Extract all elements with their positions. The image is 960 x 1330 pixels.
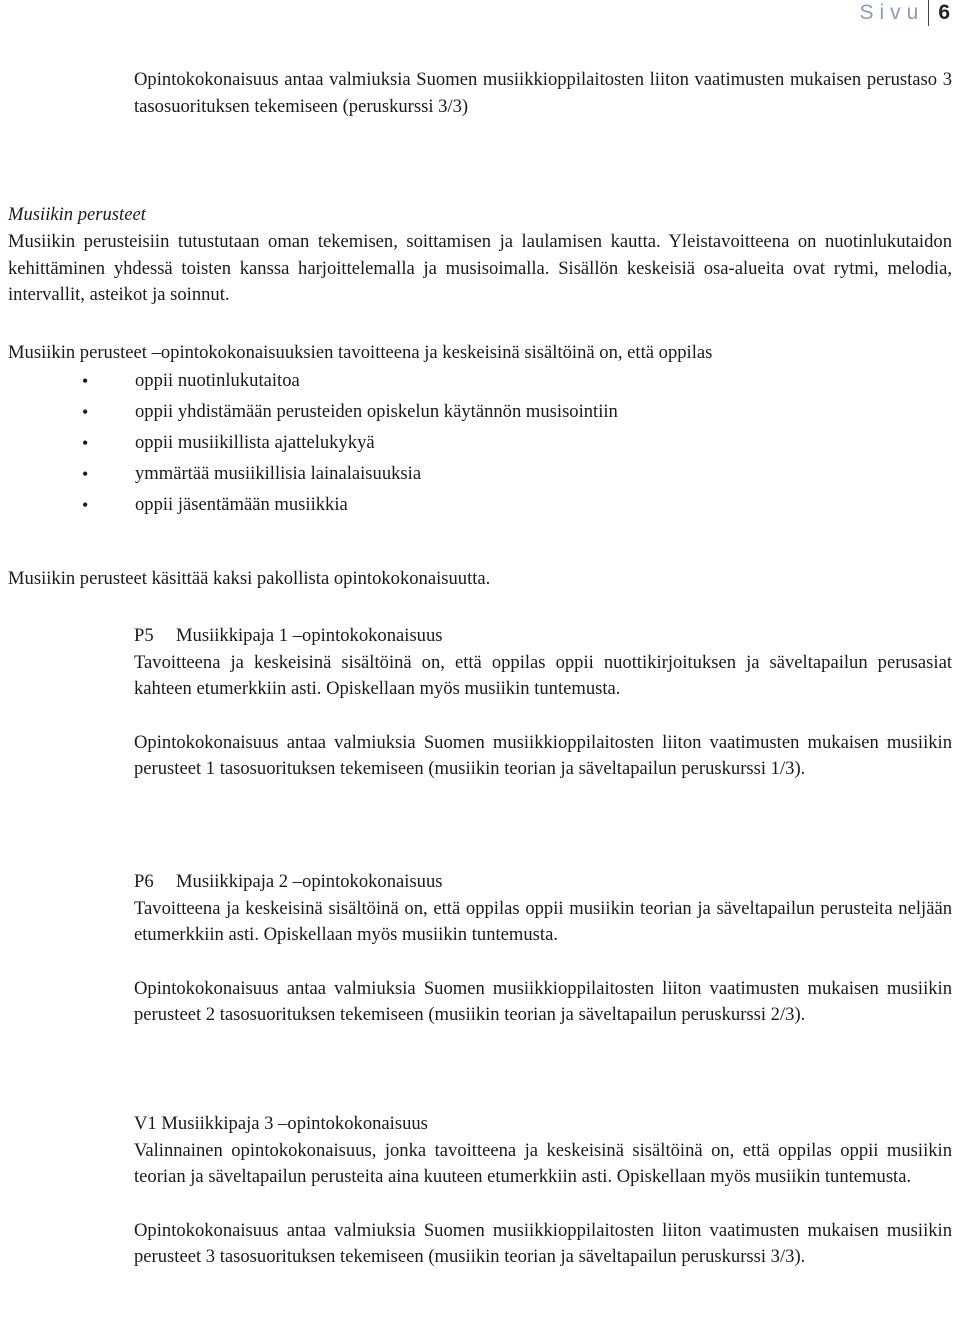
- course-name: Musiikkipaja 1 –opintokokonaisuus: [176, 625, 443, 646]
- page-number: 6: [938, 0, 950, 24]
- course-name: Musiikkipaja 2 –opintokokonaisuus: [176, 871, 443, 892]
- goals-intro: Musiikin perusteet –opintokokonaisuuksien tavoitteena ja keskeisinä sisältöinä on, että oppilas: [8, 342, 713, 363]
- course-title: [134, 1111, 952, 1138]
- course-description: Valinnainen opintokokonaisuus, jonka tavoitteena ja keskeisinä sisältöinä on, että oppilas oppii musiikin teorian ja säveltapailun perusteita aina kuuteen etumerkkiin asti. Opiskellaan myös musiikin tuntemusta.: [134, 1139, 952, 1187]
- goals-list: [82, 368, 618, 523]
- page-label: Sivu: [859, 0, 925, 24]
- course-description: Tavoitteena ja keskeisinä sisältöinä on, että oppilas oppii musiikin teorian ja säveltapailun perusteita neljään etumerkkiin asti. Opiskellaan myös musiikin tuntemusta.: [134, 897, 952, 945]
- list-item: • oppii jäsentämään musiikkia: [82, 492, 618, 523]
- course-readiness: Opintokokonaisuus antaa valmiuksia Suomen musiikkioppilaitosten liiton vaatimusten mukaisen musiikin perusteet 1 tasosuorituksen tekemiseen (musiikin teorian ja säveltapailun peruskurssi 1/3).: [134, 731, 952, 779]
- list-item: • oppii musiikillista ajattelukykyä: [82, 430, 618, 461]
- course-v1: [134, 1111, 952, 1271]
- section-body: Musiikin perusteisiin tutustutaan oman tekemisen, soittamisen ja laulamisen kautta. Yleistavoitteena on nuotinlukutaidon kehittäminen yhdessä toisten kanssa harjoittelemalla ja musisoimalla. Sisällön keskeisiä osa-alueita ovat rytmi, melodia, intervallit, asteikot ja soinnut.: [8, 231, 952, 305]
- section-heading: Musiikin perusteet: [8, 204, 146, 225]
- course-readiness: Opintokokonaisuus antaa valmiuksia Suomen musiikkioppilaitosten liiton vaatimusten mukaisen musiikin perusteet 2 tasosuorituksen tekemiseen (musiikin teorian ja säveltapailun peruskurssi 2/3).: [134, 977, 952, 1025]
- course-title: [134, 623, 952, 650]
- list-item: • ymmärtää musiikillisia lainalaisuuksia: [82, 461, 618, 492]
- course-readiness: Opintokokonaisuus antaa valmiuksia Suomen musiikkioppilaitosten liiton vaatimusten mukaisen musiikin perusteet 3 tasosuorituksen tekemiseen (musiikin teorian ja säveltapailun peruskurssi 3/3).: [134, 1219, 952, 1267]
- course-p5: [134, 623, 952, 783]
- header-divider: [928, 0, 929, 26]
- course-code: V1: [134, 1113, 157, 1134]
- course-name: Musiikkipaja 3 –opintokokonaisuus: [161, 1113, 428, 1134]
- course-p6: [134, 869, 952, 1029]
- course-description: Tavoitteena ja keskeisinä sisältöinä on, että oppilas oppii nuottikirjoituksen ja säveltapailun perusasiat kahteen etumerkkiin asti. Opiskellaan myös musiikin tuntemusta.: [134, 651, 952, 699]
- course-title: [134, 869, 952, 896]
- intro-paragraph: Opintokokonaisuus antaa valmiuksia Suomen musiikkioppilaitosten liiton vaatimusten mukaisen perustaso 3 tasosuorituksen tekemiseen (peruskurssi 3/3): [134, 69, 952, 117]
- page-header: [859, 0, 950, 26]
- list-item: • oppii nuotinlukutaitoa: [82, 368, 618, 399]
- course-code: P6: [134, 871, 154, 892]
- list-item: • oppii yhdistämään perusteiden opiskelun käytännön musisointiin: [82, 399, 618, 430]
- section-summary: Musiikin perusteet käsittää kaksi pakollista opintokokonaisuutta.: [8, 568, 491, 589]
- course-code: P5: [134, 625, 154, 646]
